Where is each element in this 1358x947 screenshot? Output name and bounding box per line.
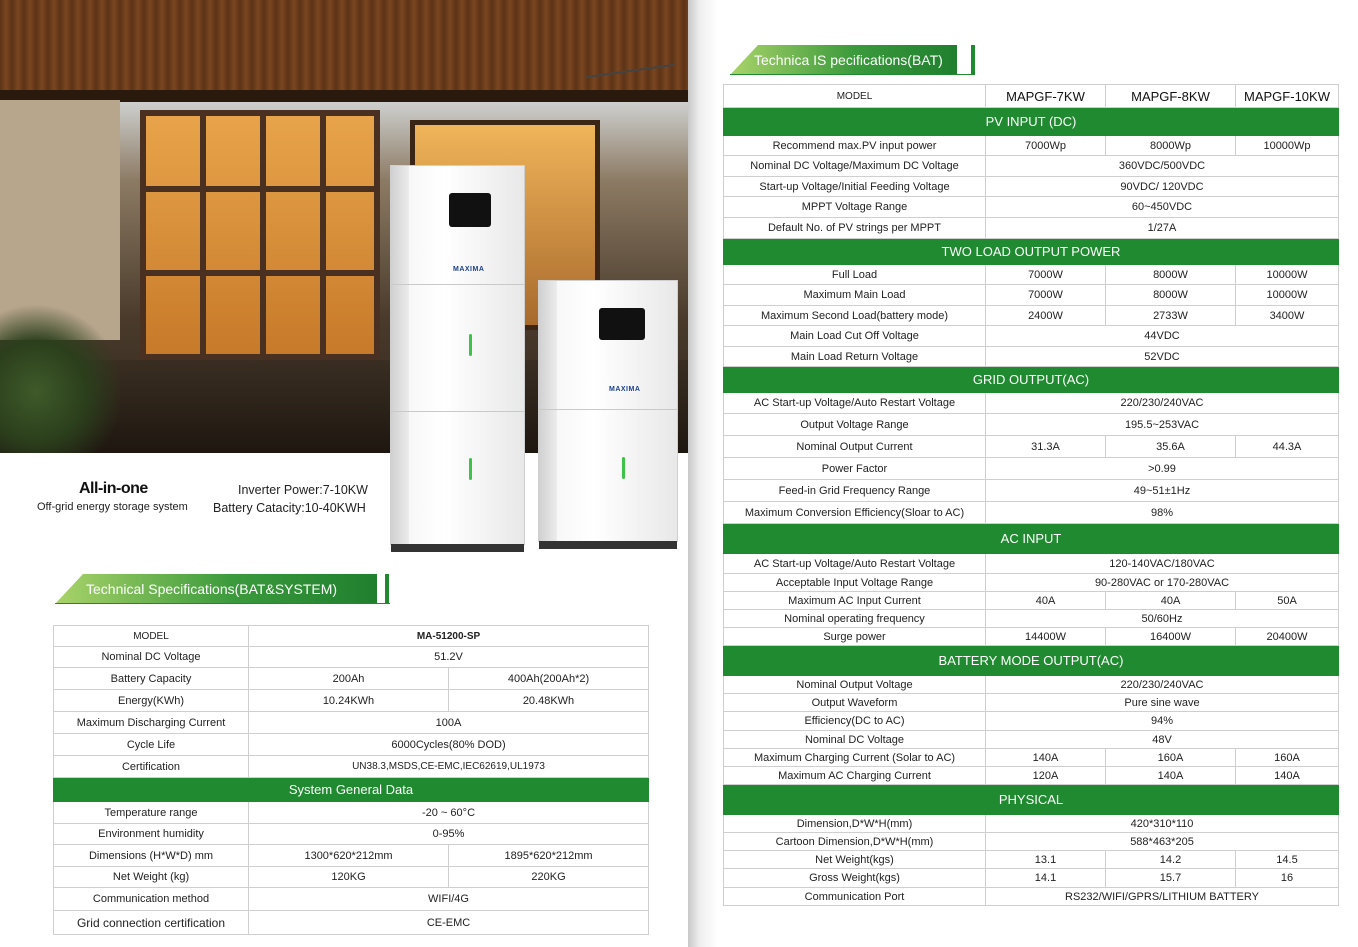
storage-unit-small: [538, 280, 678, 542]
row-value: 2733W: [1106, 306, 1236, 326]
row-label: Surge power: [724, 628, 986, 646]
model-label: MODEL: [724, 85, 986, 108]
table-row: [724, 156, 1339, 177]
table-row: [54, 911, 649, 935]
row-value: 140A: [1236, 767, 1339, 785]
unit-base: [391, 544, 524, 552]
table-row: [54, 845, 649, 867]
row-value: 8000W: [1106, 285, 1236, 306]
row-value: 100A: [249, 712, 649, 734]
row-label: Environment humidity: [54, 824, 249, 845]
row-value: 14.5: [1236, 851, 1339, 869]
row-label: Full Load: [724, 265, 986, 285]
left-section-banner: [55, 574, 395, 604]
table-row: [724, 592, 1339, 610]
table-row: [724, 458, 1339, 480]
row-value: WIFI/4G: [249, 888, 649, 911]
row-value: 220KG: [449, 867, 649, 888]
row-value: 10000W: [1236, 265, 1339, 285]
table-row: [54, 668, 649, 690]
row-value: 8000W: [1106, 265, 1236, 285]
table-section-header: [724, 108, 1339, 136]
row-value: 31.3A: [986, 436, 1106, 458]
status-led-icon: [469, 334, 472, 356]
row-value: UN38.3,MSDS,CE-EMC,IEC62619,UL1973: [249, 756, 649, 778]
row-value: 420*310*110: [986, 815, 1339, 833]
table-row: [54, 712, 649, 734]
section-title: TWO LOAD OUTPUT POWER: [724, 239, 1339, 265]
section-title: System General Data: [54, 778, 649, 802]
row-label: Net Weight (kg): [54, 867, 249, 888]
row-value: 52VDC: [986, 347, 1339, 367]
row-value: 588*463*205: [986, 833, 1339, 851]
unit-seam: [539, 409, 677, 410]
row-label: Start-up Voltage/Initial Feeding Voltage: [724, 177, 986, 197]
table-row: [724, 888, 1339, 906]
row-value: 140A: [986, 749, 1106, 767]
left-banner-title: Technical Specifications(BAT&SYSTEM): [86, 581, 338, 597]
row-value: 7000W: [986, 265, 1106, 285]
table-section-header: [724, 367, 1339, 393]
row-value: 2400W: [986, 306, 1106, 326]
unit-side-panel: [391, 166, 409, 544]
banner-underline: [55, 603, 390, 604]
row-value: 360VDC/500VDC: [986, 156, 1339, 177]
right-section-banner: [730, 45, 975, 75]
row-value: 98%: [986, 502, 1339, 524]
row-value: 220/230/240VAC: [986, 676, 1339, 694]
banner-tab: [385, 574, 389, 604]
row-value: 200Ah: [249, 668, 449, 690]
row-label: Gross Weight(kgs): [724, 869, 986, 888]
status-led-icon: [622, 457, 625, 479]
row-label: AC Start-up Voltage/Auto Restart Voltage: [724, 554, 986, 574]
row-value: 14.1: [986, 869, 1106, 888]
model-header-row: [724, 85, 1339, 108]
row-value: 1300*620*212mm: [249, 845, 449, 867]
product-subtitle: Off-grid energy storage system: [37, 501, 188, 513]
row-value: 195.5~253VAC: [986, 414, 1339, 436]
row-value: CE-EMC: [249, 911, 649, 935]
row-label: Nominal Output Voltage: [724, 676, 986, 694]
brand-logo: MAXIMA: [453, 266, 485, 273]
row-label: Output Voltage Range: [724, 414, 986, 436]
table-row: [724, 767, 1339, 785]
table-row: [724, 414, 1339, 436]
model-name: MAPGF-7KW: [986, 85, 1106, 108]
row-value: 94%: [986, 712, 1339, 731]
row-value: 90-280VAC or 170-280VAC: [986, 574, 1339, 592]
row-value: 49~51±1Hz: [986, 480, 1339, 502]
table-row: [724, 436, 1339, 458]
row-value: 6000Cycles(80% DOD): [249, 734, 649, 756]
row-value: 16400W: [1106, 628, 1236, 646]
row-label: Main Load Cut Off Voltage: [724, 326, 986, 347]
table-row: [54, 626, 649, 647]
table-section-header: [724, 785, 1339, 815]
row-value: 51.2V: [249, 647, 649, 668]
row-value: 14.2: [1106, 851, 1236, 869]
row-label: Battery Capacity: [54, 668, 249, 690]
page-gutter: [688, 0, 718, 947]
row-value: 1895*620*212mm: [449, 845, 649, 867]
table-row: [54, 756, 649, 778]
row-label: Nominal Output Current: [724, 436, 986, 458]
row-value: 220/230/240VAC: [986, 393, 1339, 414]
row-value: 0-95%: [249, 824, 649, 845]
row-label: MPPT Voltage Range: [724, 197, 986, 218]
right-page: [718, 0, 1358, 947]
table-row: [724, 851, 1339, 869]
row-value: 48V: [986, 731, 1339, 749]
unit-side-panel: [539, 281, 557, 541]
row-value: 14400W: [986, 628, 1106, 646]
row-value: 40A: [986, 592, 1106, 610]
row-label: Energy(KWh): [54, 690, 249, 712]
table-row: [724, 574, 1339, 592]
row-value: 7000W: [986, 285, 1106, 306]
row-label: Maximum Discharging Current: [54, 712, 249, 734]
inverter-spec-body: [724, 85, 1339, 906]
row-label: Efficiency(DC to AC): [724, 712, 986, 731]
row-value: 120-140VAC/180VAC: [986, 554, 1339, 574]
status-led-icon: [469, 458, 472, 480]
row-value: 40A: [1106, 592, 1236, 610]
row-label: Net Weight(kgs): [724, 851, 986, 869]
model-value: MA-51200-SP: [249, 626, 649, 647]
model-name: MAPGF-10KW: [1236, 85, 1339, 108]
row-value: 160A: [1106, 749, 1236, 767]
unit-seam: [391, 411, 524, 412]
section-title: AC INPUT: [724, 524, 1339, 554]
table-row: [724, 285, 1339, 306]
row-label: Acceptable Input Voltage Range: [724, 574, 986, 592]
row-label: Temperature range: [54, 802, 249, 824]
section-title: PHYSICAL: [724, 785, 1339, 815]
row-value: 10000W: [1236, 285, 1339, 306]
table-row: [724, 815, 1339, 833]
table-row: [54, 734, 649, 756]
plants: [0, 300, 120, 453]
row-label: Cartoon Dimension,D*W*H(mm): [724, 833, 986, 851]
table-row: [54, 824, 649, 845]
row-label: Communication Port: [724, 888, 986, 906]
row-value: -20 ~ 60°C: [249, 802, 649, 824]
banner-underline: [730, 74, 975, 75]
table-row: [724, 306, 1339, 326]
row-value: 8000Wp: [1106, 136, 1236, 156]
row-value: 20.48KWh: [449, 690, 649, 712]
unit-seam: [391, 284, 524, 285]
row-value: 400Ah(200Ah*2): [449, 668, 649, 690]
row-label: Communication method: [54, 888, 249, 911]
row-label: AC Start-up Voltage/Auto Restart Voltage: [724, 393, 986, 414]
row-label: Cycle Life: [54, 734, 249, 756]
row-value: 16: [1236, 869, 1339, 888]
table-row: [724, 347, 1339, 367]
table-row: [54, 690, 649, 712]
table-row: [724, 177, 1339, 197]
row-label: Nominal DC Voltage/Maximum DC Voltage: [724, 156, 986, 177]
table-row: [724, 393, 1339, 414]
battery-capacity-text: Battery Catacity:10-40KWH: [213, 501, 366, 515]
row-value: 44.3A: [1236, 436, 1339, 458]
table-row: [724, 480, 1339, 502]
row-value: 10.24KWh: [249, 690, 449, 712]
row-label: Main Load Return Voltage: [724, 347, 986, 367]
row-value: 20400W: [1236, 628, 1339, 646]
table-section-header: [724, 239, 1339, 265]
table-row: [54, 888, 649, 911]
banner-tab: [971, 45, 975, 75]
row-label: Dimensions (H*W*D) mm: [54, 845, 249, 867]
row-value: 120KG: [249, 867, 449, 888]
table-row: [724, 833, 1339, 851]
table-row: [54, 802, 649, 824]
row-value: 120A: [986, 767, 1106, 785]
row-value: 50/60Hz: [986, 610, 1339, 628]
row-label: Recommend max.PV input power: [724, 136, 986, 156]
row-value: 7000Wp: [986, 136, 1106, 156]
row-label: Output Waveform: [724, 694, 986, 712]
row-label: Maximum AC Input Current: [724, 592, 986, 610]
house-window: [140, 110, 380, 360]
table-row: [724, 712, 1339, 731]
table-row: [724, 676, 1339, 694]
storage-unit-large: [390, 165, 525, 545]
row-value: Pure sine wave: [986, 694, 1339, 712]
table-row: [724, 265, 1339, 285]
row-label: Maximum Charging Current (Solar to AC): [724, 749, 986, 767]
table-row: [724, 218, 1339, 239]
table-row: [54, 647, 649, 668]
row-value: 160A: [1236, 749, 1339, 767]
row-value: 60~450VDC: [986, 197, 1339, 218]
display-screen-icon: [449, 193, 491, 227]
row-value: 44VDC: [986, 326, 1339, 347]
row-value: 15.7: [1106, 869, 1236, 888]
display-screen-icon: [599, 308, 645, 340]
row-value: 3400W: [1236, 306, 1339, 326]
table-row: [724, 628, 1339, 646]
row-value: 90VDC/ 120VDC: [986, 177, 1339, 197]
row-label: Nominal operating frequency: [724, 610, 986, 628]
table-row: [724, 731, 1339, 749]
row-label: Feed-in Grid Frequency Range: [724, 480, 986, 502]
inverter-spec-table: [723, 84, 1339, 906]
row-value: RS232/WIFI/GPRS/LITHIUM BATTERY: [986, 888, 1339, 906]
row-label: Maximum Main Load: [724, 285, 986, 306]
row-label: Nominal DC Voltage: [54, 647, 249, 668]
table-row: [54, 867, 649, 888]
row-value: 140A: [1106, 767, 1236, 785]
section-title: BATTERY MODE OUTPUT(AC): [724, 646, 1339, 676]
table-row: [724, 749, 1339, 767]
table-row: [724, 136, 1339, 156]
row-value: 35.6A: [1106, 436, 1236, 458]
row-label: Maximum Conversion Efficiency(Sloar to AC): [724, 502, 986, 524]
row-label: Default No. of PV strings per MPPT: [724, 218, 986, 239]
table-row: [724, 694, 1339, 712]
table-row: [724, 197, 1339, 218]
row-label: Maximum AC Charging Current: [724, 767, 986, 785]
row-label: Certification: [54, 756, 249, 778]
model-name: MAPGF-8KW: [1106, 85, 1236, 108]
section-title: GRID OUTPUT(AC): [724, 367, 1339, 393]
bat-system-spec-table: [53, 625, 649, 935]
product-title: All-in-one: [79, 480, 148, 497]
table-row: [724, 869, 1339, 888]
table-row: [724, 502, 1339, 524]
row-label: Power Factor: [724, 458, 986, 480]
row-label: Maximum Second Load(battery mode): [724, 306, 986, 326]
table-section-header: [724, 646, 1339, 676]
table-section-header: [54, 778, 649, 802]
table-row: [724, 554, 1339, 574]
brand-logo: MAXIMA: [609, 386, 641, 393]
model-label: MODEL: [54, 626, 249, 647]
unit-base: [539, 541, 677, 549]
roof-eaves: [0, 0, 688, 95]
table-row: [724, 326, 1339, 347]
inverter-power-text: Inverter Power:7-10KW: [238, 483, 368, 497]
row-label: Nominal DC Voltage: [724, 731, 986, 749]
section-title: PV INPUT (DC): [724, 108, 1339, 136]
right-banner-title: Technica IS pecifications(BAT): [754, 52, 943, 68]
row-value: 10000Wp: [1236, 136, 1339, 156]
table-row: [724, 610, 1339, 628]
row-value: >0.99: [986, 458, 1339, 480]
row-label: Grid connection certification: [54, 911, 249, 935]
row-value: 50A: [1236, 592, 1339, 610]
row-value: 13.1: [986, 851, 1106, 869]
row-value: 1/27A: [986, 218, 1339, 239]
row-label: Dimension,D*W*H(mm): [724, 815, 986, 833]
table-section-header: [724, 524, 1339, 554]
